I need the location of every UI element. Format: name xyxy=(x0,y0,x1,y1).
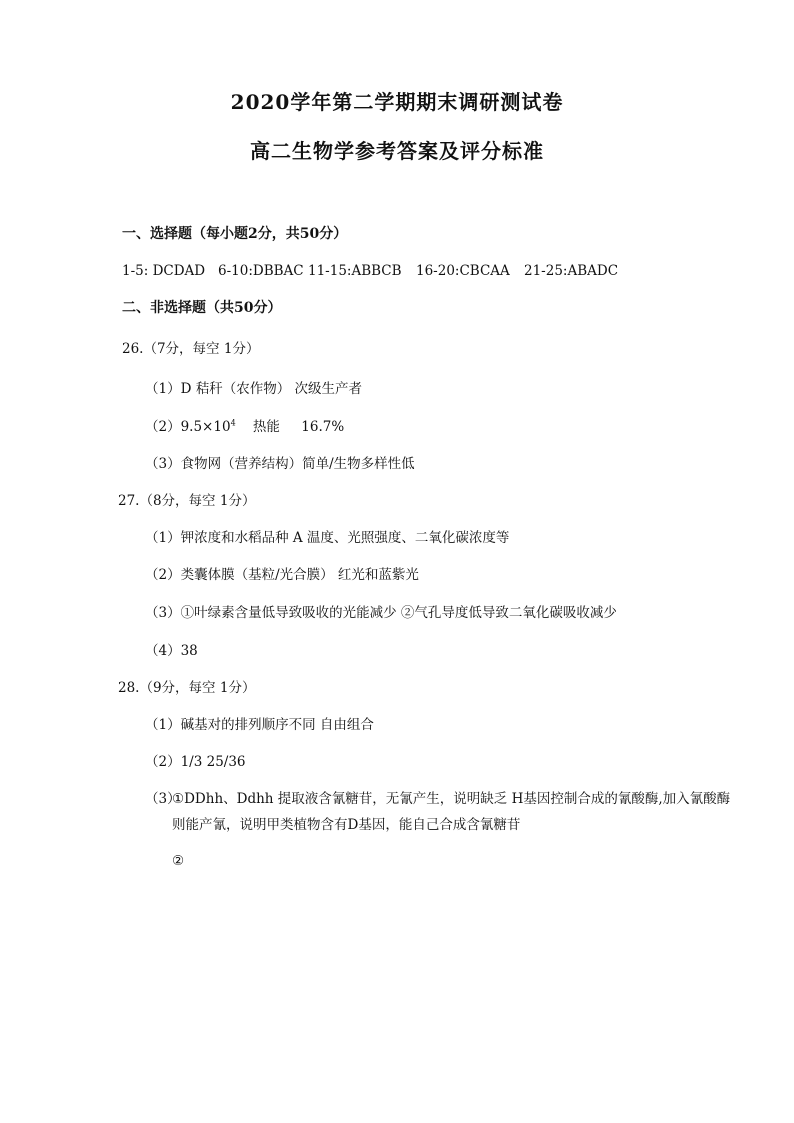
q28-answer-3-label: （3） xyxy=(145,791,181,807)
page-title: 2020学年第二学期期末调研测试卷 xyxy=(230,90,564,114)
section-1-heading: 一、选择题（每小题2分，共50分） xyxy=(122,226,348,242)
q28-answer-3-text: ①DDhh、Ddhh 提取液含氰糖苷，无氰产生，说明缺乏 H基因控制合成的氰酸酶,加入氰酸酶则能产氰，说明甲类植物含有D基因，能自己合成含氰糖苷 xyxy=(172,791,731,833)
q27-answer-4: （4）38 xyxy=(145,643,198,659)
q26-answer-2 xyxy=(145,418,344,436)
mcq-answers xyxy=(122,262,618,280)
mcq-answer-16-20: 16-20:CBCAA xyxy=(416,263,510,279)
q26-answer-3: （3）食物网（营养结构）简单/生物多样性低 xyxy=(145,456,415,472)
q28-heading: 28.（9分，每空 1分） xyxy=(118,680,256,696)
mcq-answer-11-15: 11-15:ABBCB xyxy=(308,263,402,279)
q28-answer-3-part-2: ② xyxy=(172,853,185,869)
q26-answer-1: （1）D 秸秆（农作物） 次级生产者 xyxy=(145,381,362,397)
section-2-heading: 二、非选择题（共50分） xyxy=(122,300,282,316)
mcq-answer-6-10: 6-10:DBBAC xyxy=(218,263,304,279)
q26-answer-2-rest: 热能 16.7% xyxy=(235,419,345,435)
q27-answer-1: （1）钾浓度和水稻品种 A 温度、光照强度、二氧化碳浓度等 xyxy=(145,530,510,546)
q27-heading: 27.（8分，每空 1分） xyxy=(118,493,256,509)
q28-answer-1: （1）碱基对的排列顺序不同 自由组合 xyxy=(145,717,374,733)
q27-answer-2: （2）类囊体膜（基粒/光合膜） 红光和蓝紫光 xyxy=(145,567,419,583)
page-subtitle: 高二生物学参考答案及评分标准 xyxy=(250,139,544,163)
q26-heading: 26.（7分，每空 1分） xyxy=(122,341,260,357)
q27-answer-3: （3）①叶绿素含量低导致吸收的光能减少 ②气孔导度低导致二氧化碳吸收减少 xyxy=(145,605,617,621)
q26-answer-2-value: （2）9.5×10 xyxy=(145,419,231,435)
mcq-answer-1-5: 1-5: DCDAD xyxy=(122,263,206,279)
q28-answer-2: （2）1/3 25/36 xyxy=(145,754,246,770)
q26-answer-2-exponent: 4 xyxy=(230,418,236,428)
mcq-answer-21-25: 21-25:ABADC xyxy=(524,263,619,279)
